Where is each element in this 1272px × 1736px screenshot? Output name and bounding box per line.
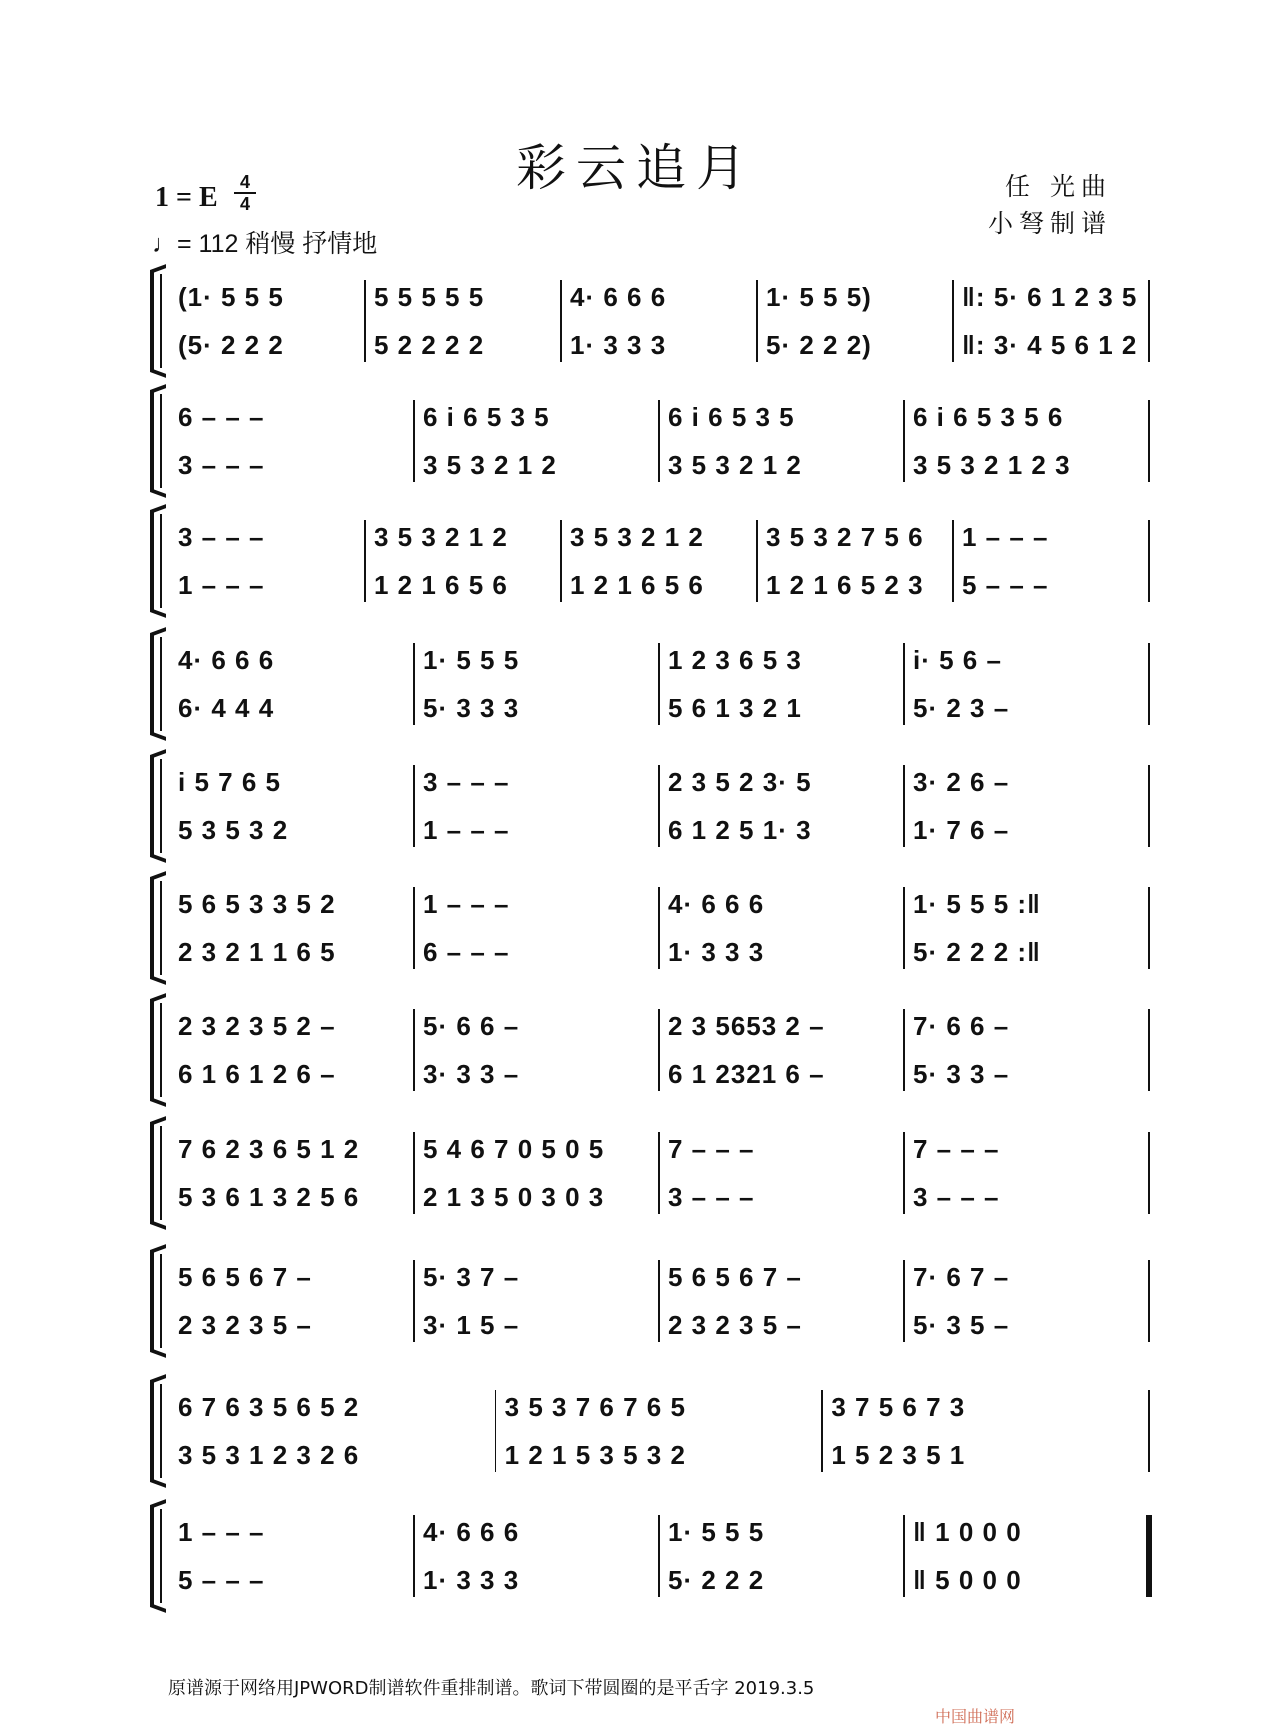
measure: 1 – – – (423, 815, 510, 845)
measure: 3 5 3 2 7 5 6 (766, 522, 924, 552)
barline (413, 1132, 415, 1214)
melody-staff (170, 1011, 1150, 1047)
measure: 5· 3 5 – (913, 1310, 1010, 1340)
measure: 3 5 3 2 1 2 (374, 522, 508, 552)
measure: 2 3 2 3 5 – (178, 1310, 312, 1340)
system-brace (150, 1505, 154, 1607)
system-brace (150, 731, 166, 741)
measure: 1 – – – (423, 889, 510, 919)
system-brace (160, 1254, 162, 1348)
page-title: 彩云追月 (516, 139, 756, 197)
measure: 3· 3 3 – (423, 1059, 520, 1089)
measure: 3 5 3 2 1 2 (570, 522, 704, 552)
barline (560, 280, 562, 362)
measure: 1· 5 5 5 :‖ (913, 889, 1041, 919)
harmony-staff (170, 815, 1150, 851)
barline (756, 280, 758, 362)
barline (1148, 1132, 1150, 1214)
system-brace (150, 633, 154, 735)
system-brace (160, 1384, 162, 1478)
score-system (150, 1505, 1150, 1607)
melody-staff (170, 1134, 1150, 1170)
measure: 1· 5 5 5 (668, 1517, 765, 1547)
composer: 任 光曲 (1005, 172, 1112, 201)
score-system (150, 270, 1150, 372)
credits (988, 168, 1112, 242)
measure: 3 5 3 2 1 2 (423, 450, 557, 480)
score-system (150, 510, 1150, 612)
score-system (150, 390, 1150, 492)
system-brace (160, 394, 162, 488)
system-brace (160, 1509, 162, 1603)
measure: 2 1 3 5 0 3 0 3 (423, 1182, 605, 1212)
barline (1148, 280, 1150, 362)
measure: 7· 6 6 – (913, 1011, 1010, 1041)
measure: 2 3 5 2 3· 5 (668, 767, 812, 797)
system-brace (150, 1374, 166, 1384)
harmony-staff (170, 1440, 1150, 1476)
system-brace (150, 608, 166, 618)
barline (658, 400, 660, 482)
measure: 4· 6 6 6 (570, 282, 667, 312)
measure: 4· 6 6 6 (423, 1517, 520, 1547)
measure: 5 3 5 3 2 (178, 815, 289, 845)
tempo-marking: ♩= 112 稍慢 抒情地 (152, 230, 378, 258)
system-brace (150, 1220, 166, 1230)
barline (658, 1260, 660, 1342)
score-system (150, 1380, 1150, 1482)
melody-staff (170, 767, 1150, 803)
measure: 5 3 6 1 3 2 5 6 (178, 1182, 360, 1212)
system-brace (150, 1097, 166, 1107)
measure: 4· 6 6 6 (178, 645, 275, 675)
system-brace (150, 368, 166, 378)
system-brace (160, 759, 162, 853)
barline (903, 887, 905, 969)
measure: 3 7 5 6 7 3 (831, 1392, 966, 1422)
harmony-staff (170, 570, 1150, 606)
measure: 2 3 2 1 1 6 5 (178, 937, 336, 967)
measure: 3 – – – (423, 767, 510, 797)
score-system (150, 633, 1150, 735)
harmony-staff (170, 937, 1150, 973)
score-system (150, 999, 1150, 1101)
system-brace (150, 390, 154, 492)
barline (903, 400, 905, 482)
melody-staff (170, 522, 1150, 558)
system-brace (150, 1499, 166, 1509)
system-brace (160, 274, 162, 368)
measure: 5· 2 2 2) (766, 330, 872, 360)
measure: 7 – – – (668, 1134, 755, 1164)
measure: 1 – – – (962, 522, 1049, 552)
system-brace (150, 627, 166, 637)
measure: 1 5 2 3 5 1 (831, 1440, 966, 1470)
system-brace (160, 881, 162, 975)
barline (658, 643, 660, 725)
system-brace (150, 871, 166, 881)
measure: 3· 2 6 – (913, 767, 1010, 797)
barline (1148, 520, 1150, 602)
measure: 3 5 3 2 1 2 3 (913, 450, 1071, 480)
system-brace (150, 877, 154, 979)
barline (903, 765, 905, 847)
barline (413, 643, 415, 725)
score-system (150, 1250, 1150, 1352)
barline (413, 400, 415, 482)
measure: 1 – – – (178, 570, 265, 600)
measure: 6 – – – (178, 402, 265, 432)
barline (658, 1132, 660, 1214)
measure: 5· 2 2 2 (668, 1565, 765, 1595)
measure: 5· 3 3 – (913, 1059, 1010, 1089)
barline (1148, 1390, 1150, 1472)
barline (903, 1260, 905, 1342)
measure: 3 – – – (178, 522, 265, 552)
measure: 5 2 2 2 2 (374, 330, 485, 360)
measure: 5 – – – (178, 1565, 265, 1595)
measure: 6 – – – (423, 937, 510, 967)
measure: 1 2 3 6 5 3 (668, 645, 802, 675)
barline (413, 887, 415, 969)
key-signature: 1 = E (155, 182, 218, 213)
measure: 6 7 6 3 5 6 5 2 (178, 1392, 360, 1422)
barline (413, 1515, 415, 1597)
measure: 7 – – – (913, 1134, 1000, 1164)
measure: 2 3 5653 2 – (668, 1011, 825, 1041)
system-brace (160, 514, 162, 608)
harmony-staff (170, 1059, 1150, 1095)
measure: 1· 5 5 5 (423, 645, 520, 675)
measure: 1 2 1 6 5 6 (570, 570, 704, 600)
system-brace (150, 993, 166, 1003)
harmony-staff (170, 1565, 1150, 1601)
measure: 6 1 2321 6 – (668, 1059, 825, 1089)
harmony-staff (170, 450, 1150, 486)
measure: 1 2 1 6 5 6 (374, 570, 508, 600)
system-brace (150, 1380, 154, 1482)
measure: 3 – – – (178, 450, 265, 480)
measure: 2 3 2 3 5 – (668, 1310, 802, 1340)
measure: 6 i 6 5 3 5 (668, 402, 795, 432)
measure: i 5 7 6 5 (178, 767, 281, 797)
barline (903, 1009, 905, 1091)
measure: 5· 2 2 2 :‖ (913, 937, 1041, 967)
measure: 5· 6 6 – (423, 1011, 520, 1041)
time-denominator: 4 (239, 194, 250, 214)
measure: 6 i 6 5 3 5 6 (913, 402, 1064, 432)
measure: 3 5 3 7 6 7 6 5 (504, 1392, 686, 1422)
measure: (5· 2 2 2 (178, 330, 284, 360)
barline (364, 280, 366, 362)
measure: 5 6 1 3 2 1 (668, 693, 802, 723)
barline (560, 520, 562, 602)
measure: 5 4 6 7 0 5 0 5 (423, 1134, 605, 1164)
melody-staff (170, 282, 1150, 318)
measure: 6 i 6 5 3 5 (423, 402, 550, 432)
measure: 5· 3 3 3 (423, 693, 520, 723)
measure: 3 – – – (668, 1182, 755, 1212)
measure: 6· 4 4 4 (178, 693, 275, 723)
system-brace (160, 637, 162, 731)
measure: ‖ 1 0 0 0 (913, 1517, 1022, 1547)
barline (1148, 887, 1150, 969)
barline (903, 643, 905, 725)
melody-staff (170, 1517, 1150, 1553)
harmony-staff (170, 1310, 1150, 1346)
system-brace (160, 1003, 162, 1097)
measure: 1· 3 3 3 (423, 1565, 520, 1595)
harmony-staff (170, 1182, 1150, 1218)
barline (903, 1515, 905, 1597)
watermark: 中国曲谱网 (935, 1707, 1016, 1726)
barline (1148, 1260, 1150, 1342)
measure: 3 5 3 2 1 2 (668, 450, 802, 480)
measure: ‖: 5· 6 1 2 3 5 (962, 282, 1138, 312)
system-brace (150, 1478, 166, 1488)
score-system (150, 755, 1150, 857)
system-brace (150, 270, 154, 372)
harmony-staff (170, 330, 1150, 366)
measure: 5 6 5 6 7 – (668, 1262, 802, 1292)
system-brace (150, 749, 166, 759)
score-system (150, 877, 1150, 979)
melody-staff (170, 402, 1150, 438)
measure: ‖: 3· 4 5 6 1 2 (962, 330, 1138, 360)
system-brace (150, 1116, 166, 1126)
measure: 5· 2 3 – (913, 693, 1010, 723)
measure: 4· 6 6 6 (668, 889, 765, 919)
time-signature (234, 173, 256, 213)
measure: 1· 5 5 5) (766, 282, 872, 312)
system-brace (150, 1348, 166, 1358)
time-numerator: 4 (239, 172, 250, 192)
barline (1148, 1009, 1150, 1091)
barline (952, 280, 954, 362)
melody-staff (170, 889, 1150, 925)
barline (413, 1009, 415, 1091)
melody-staff (170, 1262, 1150, 1298)
measure: 3 5 3 1 2 3 2 6 (178, 1440, 360, 1470)
measure: i· 5 6 – (913, 645, 1002, 675)
measure: 5 – – – (962, 570, 1049, 600)
system-brace (150, 853, 166, 863)
score-system (150, 1122, 1150, 1224)
barline (821, 1390, 823, 1472)
barline (658, 1515, 660, 1597)
system-brace (150, 504, 166, 514)
barline (364, 520, 366, 602)
footer-note: 原谱源于网络用JPWORD制谱软件重排制谱。歌词下带圆圈的是平舌字 2019.3.5 (168, 1678, 815, 1699)
measure: 6 1 2 5 1· 3 (668, 815, 812, 845)
measure: 2 3 2 3 5 2 – (178, 1011, 336, 1041)
system-brace (150, 1603, 166, 1613)
system-brace (160, 1126, 162, 1220)
measure: 6 1 6 1 2 6 – (178, 1059, 336, 1089)
measure: 5· 3 7 – (423, 1262, 520, 1292)
system-brace (150, 1250, 154, 1352)
measure: 1 2 1 5 3 5 3 2 (504, 1440, 686, 1470)
barline (413, 765, 415, 847)
measure: 5 6 5 3 3 5 2 (178, 889, 336, 919)
melody-staff (170, 1392, 1150, 1428)
arranger: 小弩制谱 (987, 209, 1112, 238)
barline (1148, 765, 1150, 847)
barline (1148, 643, 1150, 725)
barline (658, 887, 660, 969)
measure: (1· 5 5 5 (178, 282, 284, 312)
measure: 3 – – – (913, 1182, 1000, 1212)
melody-staff (170, 645, 1150, 681)
system-brace (150, 510, 154, 612)
barline (756, 520, 758, 602)
measure: 3· 1 5 – (423, 1310, 520, 1340)
measure: 5 6 5 6 7 – (178, 1262, 312, 1292)
barline (658, 765, 660, 847)
measure: 5 5 5 5 5 (374, 282, 485, 312)
measure: 1· 3 3 3 (570, 330, 667, 360)
system-brace (150, 999, 154, 1101)
system-brace (150, 1122, 154, 1224)
system-brace (150, 384, 166, 394)
barline (413, 1260, 415, 1342)
measure: 1 2 1 6 5 2 3 (766, 570, 924, 600)
barline (495, 1390, 497, 1472)
system-brace (150, 975, 166, 985)
system-brace (150, 1244, 166, 1254)
system-brace (150, 755, 154, 857)
measure: ‖ 5 0 0 0 (913, 1565, 1022, 1595)
system-brace (150, 488, 166, 498)
measure: 7· 6 7 – (913, 1262, 1010, 1292)
barline (952, 520, 954, 602)
system-brace (150, 264, 166, 274)
measure: 1· 3 3 3 (668, 937, 765, 967)
barline (658, 1009, 660, 1091)
barline (1148, 400, 1150, 482)
measure: 7 6 2 3 6 5 1 2 (178, 1134, 360, 1164)
measure: 1· 7 6 – (913, 815, 1010, 845)
final-barline (1146, 1515, 1152, 1597)
barline (903, 1132, 905, 1214)
harmony-staff (170, 693, 1150, 729)
measure: 1 – – – (178, 1517, 265, 1547)
